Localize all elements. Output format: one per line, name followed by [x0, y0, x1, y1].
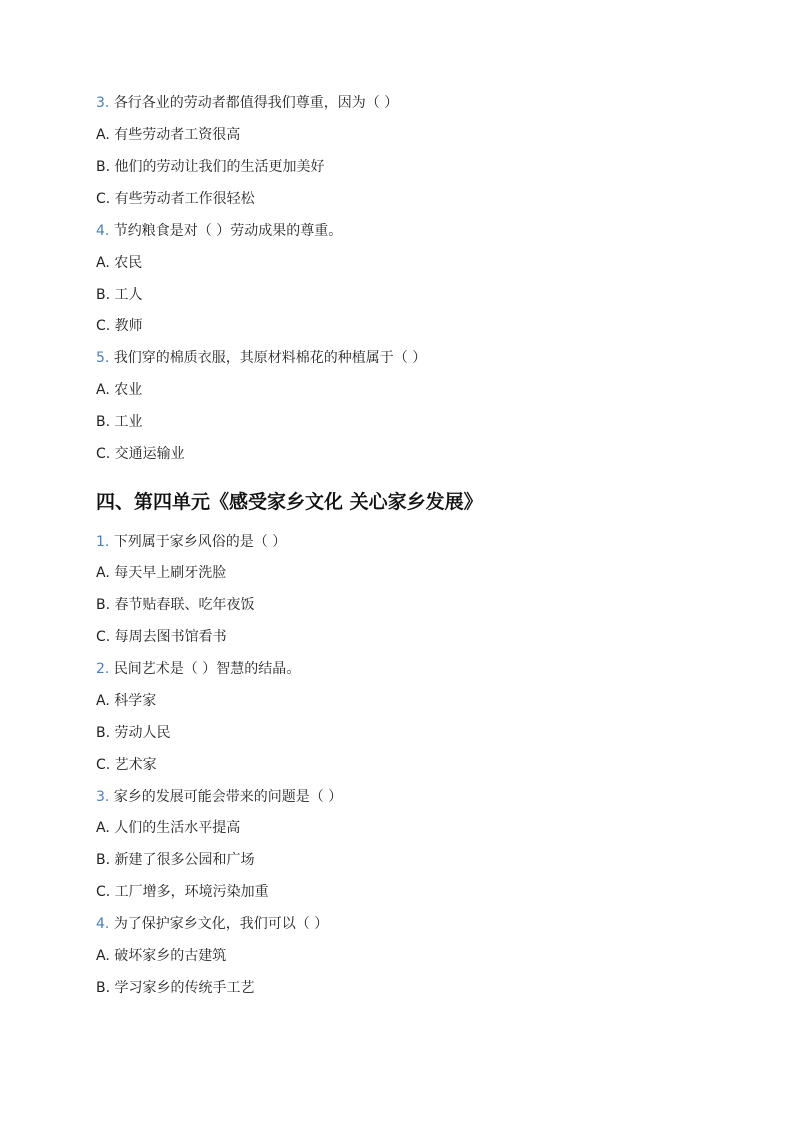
option-a: A. 有些劳动者工资很高 — [96, 127, 241, 143]
section-heading: 四、第四单元《感受家乡文化 关心家乡发展》 — [96, 491, 483, 513]
question-3 — [96, 94, 398, 112]
option-c: C. 交通运输业 — [96, 446, 185, 462]
question-text: 民间艺术是（ ）智慧的结晶。 — [113, 661, 301, 677]
question-text: 家乡的发展可能会带来的问题是（ ） — [113, 789, 343, 805]
option-c: C. 工厂增多，环境污染加重 — [96, 884, 269, 900]
question-text: 我们穿的棉质衣服，其原材料棉花的种植属于（ ） — [113, 350, 427, 366]
question-number: 4. — [96, 916, 110, 932]
question-text: 为了保护家乡文化，我们可以（ ） — [113, 916, 329, 932]
option-a: A. 农业 — [96, 382, 143, 398]
question-4 — [96, 222, 342, 240]
question-number: 2. — [96, 661, 110, 677]
question-text: 节约粮食是对（ ）劳动成果的尊重。 — [113, 223, 343, 239]
question-text: 下列属于家乡风俗的是（ ） — [113, 534, 287, 550]
option-b: B. 春节贴春联、吃年夜饭 — [96, 597, 255, 613]
question-number: 1. — [96, 534, 110, 550]
option-a: A. 科学家 — [96, 693, 157, 709]
question-2 — [96, 660, 300, 678]
option-b: B. 工人 — [96, 287, 143, 303]
option-a: A. 每天早上刷牙洗脸 — [96, 565, 227, 581]
question-number: 3. — [96, 95, 110, 111]
option-c: C. 有些劳动者工作很轻松 — [96, 191, 255, 207]
option-c: C. 教师 — [96, 318, 143, 334]
option-b: B. 新建了很多公园和广场 — [96, 852, 255, 868]
question-number: 5. — [96, 350, 110, 366]
option-a: A. 人们的生活水平提高 — [96, 820, 241, 836]
question-4 — [96, 915, 328, 933]
option-b: B. 学习家乡的传统手工艺 — [96, 980, 255, 996]
option-c: C. 艺术家 — [96, 757, 157, 773]
option-c: C. 每周去图书馆看书 — [96, 629, 227, 645]
question-1 — [96, 533, 286, 551]
question-number: 4. — [96, 223, 110, 239]
option-b: B. 工业 — [96, 414, 143, 430]
question-number: 3. — [96, 789, 110, 805]
option-a: A. 破坏家乡的古建筑 — [96, 948, 227, 964]
option-b: B. 他们的劳动让我们的生活更加美好 — [96, 159, 325, 175]
question-5 — [96, 349, 426, 367]
option-b: B. 劳动人民 — [96, 725, 171, 741]
question-text: 各行各业的劳动者都值得我们尊重，因为（ ） — [113, 95, 399, 111]
option-a: A. 农民 — [96, 255, 143, 271]
question-3 — [96, 788, 342, 806]
